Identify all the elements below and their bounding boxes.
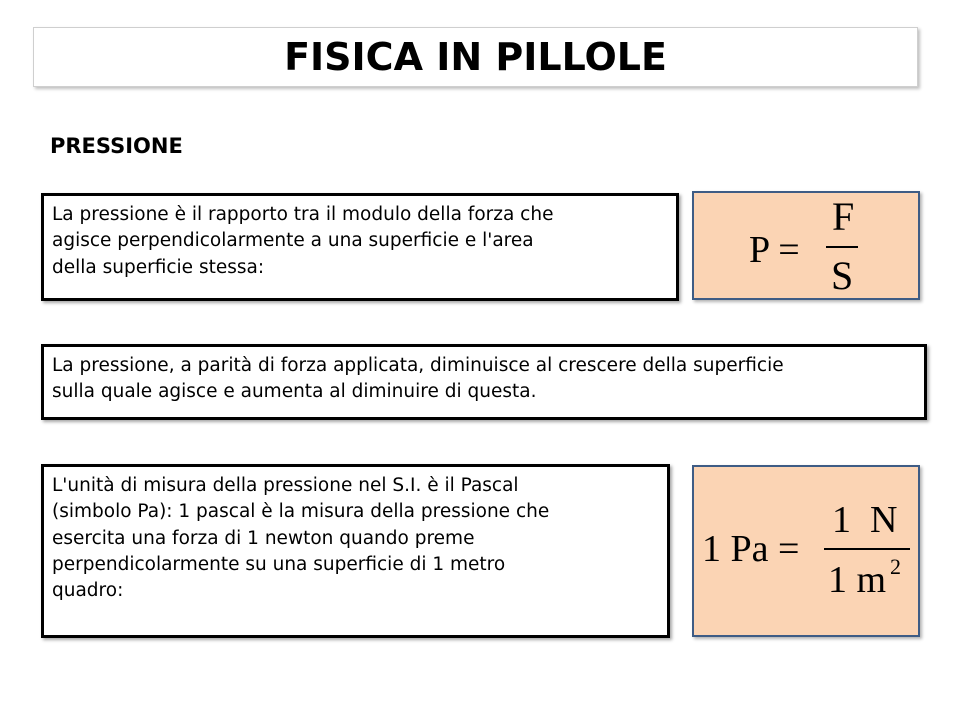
text-line: La pressione è il rapporto tra il modulo della forza che	[52, 204, 554, 225]
fraction-bar	[824, 548, 910, 550]
text-line: agisce perpendicolarmente a una superficie e l'area	[52, 230, 534, 252]
text-line: della superficie stessa:	[52, 256, 265, 278]
text-line: esercita una forza di 1 newton quando preme	[52, 527, 475, 549]
text-line: perpendicolarmente su una superficie di 1 metro	[52, 553, 506, 575]
pressure-formula-box	[692, 191, 920, 300]
pascal-formula-box	[692, 465, 920, 637]
formula-exponent: 2	[890, 554, 901, 579]
text-line: (simbolo Pa): 1 pascal è la misura della pressione che	[52, 501, 550, 523]
text-line: L'unità di misura della pressione nel S.I. è il Pascal	[52, 475, 519, 496]
text-line: sulla quale agisce e aumenta al diminuire di questa.	[52, 381, 537, 403]
text-line: La pressione, a parità di forza applicata, diminuisce al crescere della superficie	[52, 355, 784, 376]
formula-denominator: 1 m	[828, 559, 887, 601]
formula-numerator: F	[832, 194, 855, 239]
formula-numerator: 1 N	[832, 499, 898, 541]
definition-text-box	[41, 193, 679, 301]
formula-lhs: P =	[749, 229, 800, 271]
formula-denominator: S	[831, 253, 854, 298]
unit-text-box	[41, 464, 670, 638]
pressure-relation-text-box	[41, 344, 927, 420]
text-line: quadro:	[52, 580, 124, 602]
title-bar	[33, 27, 918, 87]
slide-title: FISICA IN PILLOLE	[284, 35, 667, 79]
formula-lhs: 1 Pa =	[702, 528, 800, 570]
section-heading: PRESSIONE	[50, 134, 183, 158]
fraction-bar	[826, 246, 858, 248]
